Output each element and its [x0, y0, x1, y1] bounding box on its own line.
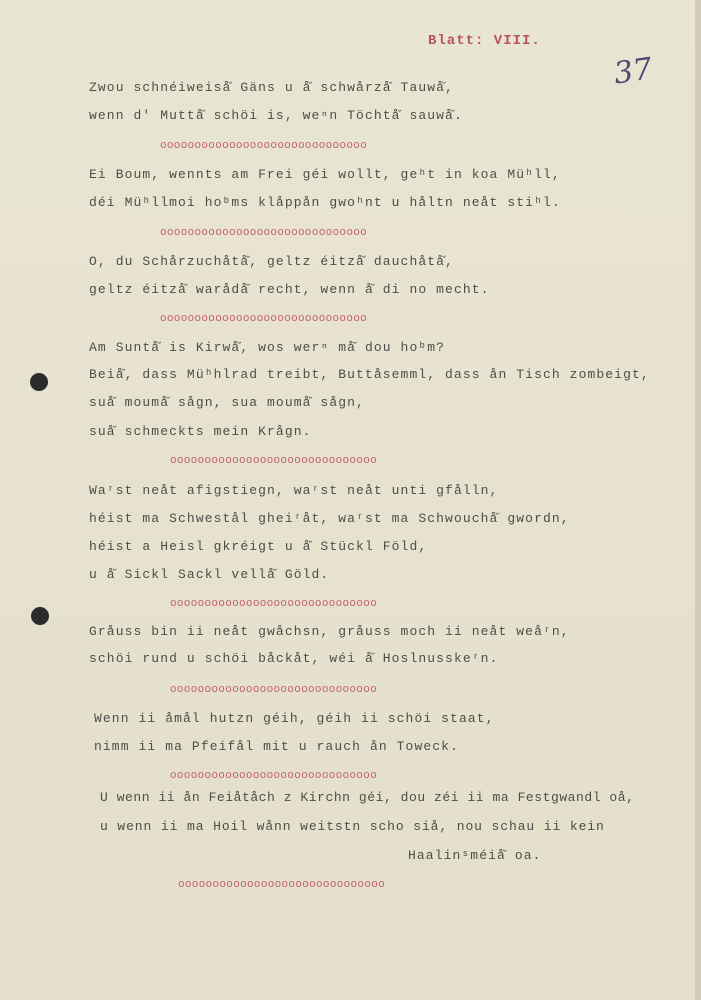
separator-line: oooooooooooooooooooooooooooooo [170, 770, 378, 782]
verse-line: héist a Heisl gkréigt u å̆ Stückl Föld, [89, 539, 428, 554]
verse-line: U wenn ii ån Feiåtåch z Kirchn géi, dou zéi ii ma Festgwandl oå, [100, 790, 635, 805]
page-edge [695, 0, 701, 1000]
verse-line: Wenn ii åmål hutzn géih, géih ii schöi staat, [94, 711, 495, 726]
verse-line: suå̆ moumå̆ sågn, sua moumå̆ sågn, [89, 395, 365, 410]
verse-line: Am Suntå̆ is Kirwå̆, wos werⁿ må̆ dou hoᵇm? [89, 340, 446, 355]
verse-line: Beiå̆, dass Müʰhlrad treibt, Buttåsemml, dass ån Tisch zombeigt, [89, 367, 650, 382]
handwritten-folio-number: 37 [611, 51, 655, 92]
verse-line: Waʳst neåt afigstiegn, waʳst neåt unti gfålln, [89, 483, 499, 498]
punch-hole-bottom [31, 607, 49, 625]
separator-line: oooooooooooooooooooooooooooooo [160, 140, 368, 152]
separator-line: oooooooooooooooooooooooooooooo [170, 455, 378, 467]
verse-line: wenn d' Muttå̆ schöi is, weⁿn Töchtå̆ sauwå̆. [89, 108, 463, 123]
verse-line: Gråuss bin ii neåt gwåchsn, gråuss moch ii neåt weåʳn, [89, 624, 570, 639]
separator-line: oooooooooooooooooooooooooooooo [178, 879, 386, 891]
verse-line: nimm ii ma Pfeifål mit u rauch ån Toweck. [94, 739, 459, 754]
verse-line: O, du Schårzuchåtå̆, geltz éitzå̆ dauchåtå̆, [89, 254, 454, 269]
verse-line: déi Müʰllmoi hoᵇms klåppån gwoʰnt u håltn neåt stiʰl. [89, 195, 561, 210]
verse-line: héist ma Schwestål gheiʳåt, waʳst ma Schwouchå̆ gwordn, [89, 511, 570, 526]
separator-line: oooooooooooooooooooooooooooooo [170, 598, 378, 610]
separator-line: oooooooooooooooooooooooooooooo [170, 684, 378, 696]
verse-line: u wenn ii ma Hoil wånn weitstn scho siå, nou schau ii kein [100, 819, 605, 834]
verse-line: Zwou schnéiweiså̆ Gäns u å̆ schwårzå̆ Tauwå̆, [89, 80, 454, 95]
verse-line: schöi rund u schöi båckåt, wéi å̆ Hoslnusskeʳn. [89, 651, 499, 666]
verse-line: Ei Boum, wennts am Frei géi wollt, geʰt in koa Müʰll, [89, 167, 561, 182]
sheet-header: Blatt: VIII. [428, 33, 541, 49]
verse-line: u å̆ Sickl Sackl vellå̆ Göld. [89, 567, 330, 582]
verse-line: Haalinˢméiå̆ oa. [408, 848, 542, 863]
separator-line: oooooooooooooooooooooooooooooo [160, 227, 368, 239]
punch-hole-top [30, 373, 48, 391]
verse-line: geltz éitzå̆ warådå̆ recht, wenn å̆ di no mecht. [89, 282, 490, 297]
verse-line: suå̆ schmeckts mein Krågn. [89, 424, 312, 439]
separator-line: oooooooooooooooooooooooooooooo [160, 313, 368, 325]
